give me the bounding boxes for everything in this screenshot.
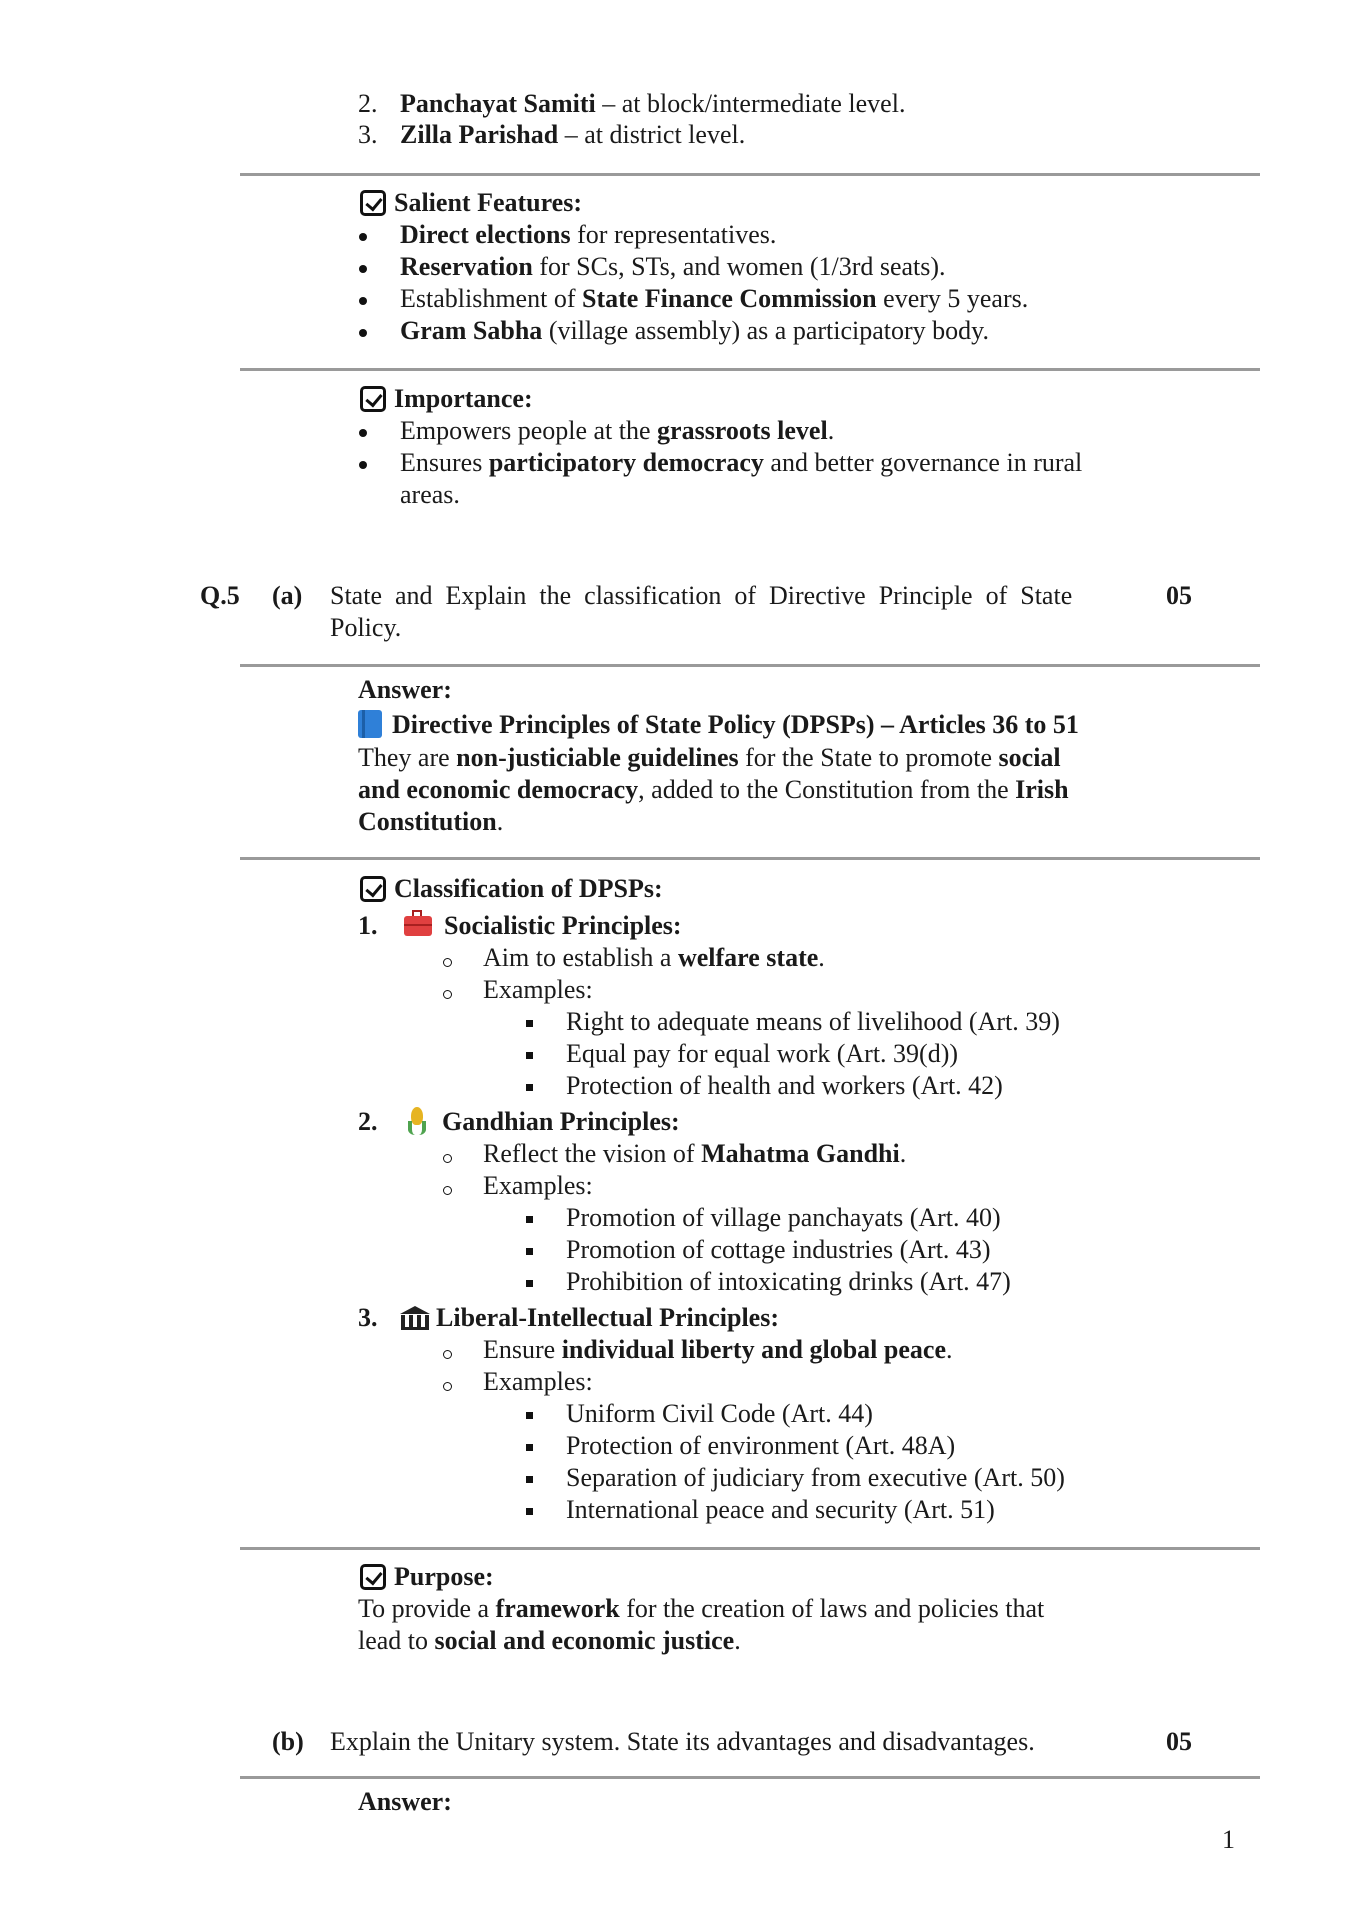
item-text: Establishment of — [400, 284, 582, 313]
section-heading — [360, 383, 533, 415]
subquestion-label: (b) — [272, 1727, 304, 1756]
bold-term: grassroots level — [657, 416, 828, 445]
example-item: Uniform Civil Code (Art. 44) — [566, 1399, 873, 1428]
item-text: Empowers people at the — [400, 416, 658, 445]
bullet-icon — [359, 265, 367, 273]
paragraph-line — [358, 806, 1218, 838]
divider — [240, 664, 1260, 667]
bold-term: individual liberty and global peace — [561, 1335, 946, 1364]
square-bullet-icon — [526, 1248, 533, 1255]
text-run: Ensure — [483, 1335, 562, 1364]
item-text: for SCs, STs, and women (1/3rd seats). — [532, 252, 946, 281]
bullet-icon — [359, 297, 367, 305]
heading-text: Importance: — [394, 384, 533, 413]
text-run: . — [734, 1626, 741, 1655]
list-item — [483, 1138, 906, 1170]
title-text: Directive Principles of State Policy (DPSPs) – Articles 36 to 51 — [392, 710, 1079, 739]
example-item: Equal pay for equal work (Art. 39(d)) — [566, 1039, 959, 1068]
example-item: Separation of judiciary from executive (Art. 50) — [566, 1463, 1065, 1492]
square-bullet-icon — [526, 1508, 533, 1515]
question-text — [330, 580, 1072, 644]
square-bullet-icon — [526, 1216, 533, 1223]
text-run: , added to the Constitution from the — [638, 775, 1016, 804]
square-bullet-icon — [526, 1444, 533, 1451]
bullet-icon — [359, 329, 367, 337]
text-run: for the State to promote — [738, 743, 999, 772]
group-number: 3. — [358, 1303, 378, 1332]
item-text: every 5 years. — [876, 284, 1029, 313]
bold-term: non-justiciable guidelines — [456, 743, 739, 772]
text-run: . — [496, 807, 504, 836]
paragraph-line — [358, 1625, 1218, 1657]
check-box-icon — [360, 1564, 386, 1590]
item-text: and better governance in rural — [763, 448, 1083, 477]
bold-term: Irish — [1015, 775, 1069, 804]
list-number: 2. — [358, 89, 378, 118]
marks: 05 — [1166, 1727, 1192, 1756]
bold-term: Reservation — [400, 252, 533, 281]
item-text: Ensures — [400, 448, 489, 477]
question-text: Explain the Unitary system. State its advantages and disadvantages. — [330, 1727, 1035, 1756]
item-text: (village assembly) as a participatory body. — [542, 316, 989, 345]
text-run: Aim to establish a — [483, 943, 678, 972]
examples-label: Examples: — [483, 1367, 593, 1396]
text-run: They are — [358, 743, 457, 772]
text-run: lead to — [358, 1626, 435, 1655]
example-item: Promotion of village panchayats (Art. 40) — [566, 1203, 1001, 1232]
text-run: To provide a — [358, 1594, 496, 1623]
example-item: Prohibition of intoxicating drinks (Art. 47) — [566, 1267, 1011, 1296]
square-bullet-icon — [526, 1280, 533, 1287]
bullet-icon — [359, 461, 367, 469]
check-box-icon — [360, 386, 386, 412]
text-run: . — [946, 1335, 953, 1364]
circle-bullet-icon — [443, 990, 452, 999]
list-item — [400, 315, 989, 347]
examples-label: Examples: — [483, 1171, 593, 1200]
bullet-icon — [359, 429, 367, 437]
text-run: . — [899, 1139, 907, 1168]
heading-text: Purpose: — [394, 1562, 494, 1591]
divider — [240, 1547, 1260, 1550]
list-item-text — [400, 119, 745, 151]
list-item — [483, 942, 825, 974]
item-text: . — [827, 416, 835, 445]
bold-term: Gram Sabha — [400, 316, 543, 345]
bold-term: Constitution — [358, 807, 497, 836]
square-bullet-icon — [526, 1084, 533, 1091]
bold-term: Panchayat Samiti — [400, 89, 596, 118]
example-item: Protection of environment (Art. 48A) — [566, 1431, 956, 1460]
example-item: Promotion of cottage industries (Art. 43) — [566, 1235, 991, 1264]
circle-bullet-icon — [443, 1154, 452, 1163]
bullet-icon — [359, 233, 367, 241]
check-box-icon — [360, 876, 386, 902]
corn-plant-icon — [408, 1107, 426, 1135]
examples-label: Examples: — [483, 975, 593, 1004]
heading-text: Salient Features: — [394, 188, 582, 217]
marks: 05 — [1166, 581, 1192, 610]
bold-term: social — [998, 743, 1061, 772]
list-item — [400, 219, 776, 251]
check-box-icon — [360, 190, 386, 216]
list-item — [483, 1334, 953, 1366]
list-item — [358, 88, 378, 120]
example-item: Right to adequate means of livelihood (Art. 39) — [566, 1007, 1060, 1036]
group-number: 2. — [358, 1107, 378, 1136]
bold-term: Direct elections — [400, 220, 571, 249]
answer-label: Answer: — [358, 675, 452, 704]
list-item — [358, 119, 378, 151]
circle-bullet-icon — [443, 1382, 452, 1391]
list-item — [400, 283, 1028, 315]
list-item-continuation: areas. — [400, 480, 460, 509]
toolbox-icon — [404, 916, 432, 936]
example-item: Protection of health and workers (Art. 42) — [566, 1071, 1003, 1100]
bold-term: Zilla Parishad — [400, 120, 559, 149]
section-heading — [360, 187, 582, 219]
section-heading — [360, 1561, 494, 1593]
item-text: for representatives. — [570, 220, 777, 249]
item-text: – at block/intermediate level. — [595, 89, 906, 118]
paragraph-line — [358, 742, 1218, 774]
group-title — [400, 1302, 779, 1334]
paragraph-line — [358, 774, 1218, 806]
answer-label: Answer: — [358, 1787, 452, 1816]
bold-term: State Finance Commission — [581, 284, 877, 313]
list-item-text — [400, 88, 905, 120]
circle-bullet-icon — [443, 1186, 452, 1195]
text-run: for the creation of laws and policies that — [619, 1594, 1045, 1623]
subquestion-label: (a) — [272, 581, 303, 610]
title-text: Socialistic Principles: — [444, 911, 682, 940]
question-line: State and Explain the classification of Directive Principle of State — [330, 581, 1073, 610]
page-number: 1 — [1222, 1825, 1235, 1854]
bold-term: Mahatma Gandhi — [701, 1139, 900, 1168]
classical-building-icon — [400, 1306, 430, 1330]
purpose-paragraph — [358, 1593, 1218, 1657]
square-bullet-icon — [526, 1476, 533, 1483]
bold-term: framework — [495, 1594, 620, 1623]
square-bullet-icon — [526, 1020, 533, 1027]
section-heading — [360, 873, 663, 905]
heading-text: Classification of DPSPs: — [394, 874, 663, 903]
list-item — [400, 251, 946, 283]
paragraph-line — [358, 1593, 1218, 1625]
list-number: 3. — [358, 120, 378, 149]
item-text: – at district level. — [558, 120, 746, 149]
bold-term: social and economic justice — [434, 1626, 735, 1655]
divider — [240, 173, 1260, 176]
divider — [240, 857, 1260, 860]
bold-term: and economic democracy — [358, 775, 639, 804]
example-item: International peace and security (Art. 51) — [566, 1495, 995, 1524]
square-bullet-icon — [526, 1052, 533, 1059]
group-title — [408, 1106, 680, 1138]
square-bullet-icon — [526, 1412, 533, 1419]
group-number: 1. — [358, 911, 378, 940]
dpsp-title — [358, 709, 1079, 741]
text-run: Reflect the vision of — [483, 1139, 702, 1168]
group-title — [404, 910, 682, 942]
question-line: Policy. — [330, 613, 402, 642]
divider — [240, 1776, 1260, 1779]
bold-term: participatory democracy — [488, 448, 764, 477]
bold-term: welfare state — [677, 943, 819, 972]
question-number: Q.5 — [200, 581, 240, 610]
circle-bullet-icon — [443, 958, 452, 967]
title-text: Gandhian Principles: — [442, 1107, 680, 1136]
list-item — [400, 447, 1082, 479]
circle-bullet-icon — [443, 1350, 452, 1359]
title-text: Liberal-Intellectual Principles: — [436, 1303, 780, 1332]
text-run: . — [818, 943, 825, 972]
blue-book-icon — [358, 710, 382, 738]
list-item — [400, 415, 834, 447]
description-paragraph — [358, 742, 1218, 838]
divider — [240, 368, 1260, 371]
